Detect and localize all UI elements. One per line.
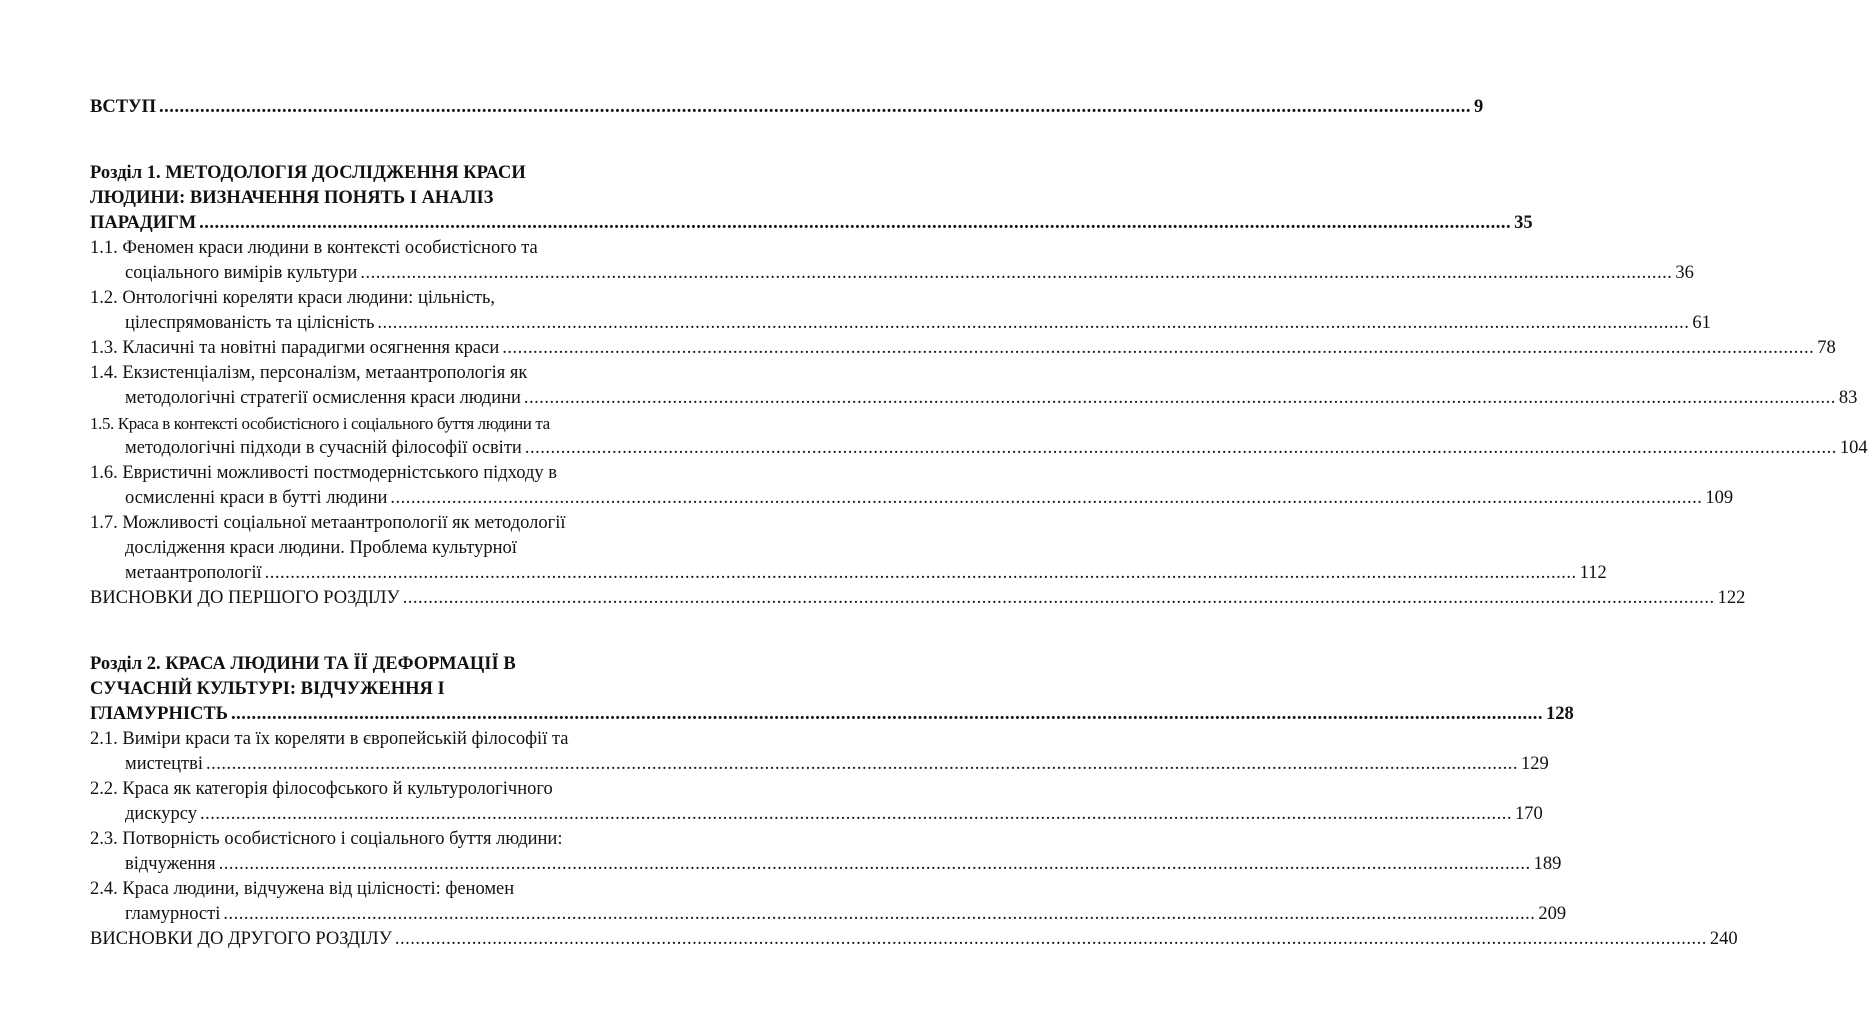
section-line[interactable]: 1.1. Феномен краси людини в контексті особистісного та	[90, 238, 538, 258]
chapter-title-line: ПАРАДИГМ	[90, 213, 197, 233]
toc-entry-intro[interactable]	[90, 95, 1484, 120]
toc-entry-section[interactable]	[90, 486, 1734, 511]
section-line[interactable]: 2.2. Краса як категорія філософського й культурологічного	[90, 779, 553, 799]
section-line[interactable]: 1.2. Онтологічні кореляти краси людини: цільність,	[90, 288, 496, 308]
section-line[interactable]: 2.1. Виміри краси та їх кореляти в європейській філософії та	[90, 729, 569, 749]
table-of-contents	[90, 95, 1868, 952]
chapter-title-line: ЛЮДИНИ: ВИЗНАЧЕННЯ ПОНЯТЬ І АНАЛІЗ	[90, 188, 494, 208]
chapter-2-title[interactable]	[90, 652, 620, 702]
dot-leader	[525, 436, 1837, 461]
toc-entry-section[interactable]	[90, 311, 1711, 336]
chapter-title-line: СУЧАСНІЙ КУЛЬТУРІ: ВІДЧУЖЕННЯ І	[90, 679, 445, 699]
section-title: цілеспрямованість та цілісність	[125, 313, 375, 333]
toc-page-number: 109	[1705, 488, 1734, 508]
toc-page-number: 9	[1474, 97, 1484, 117]
dot-leader	[231, 702, 1543, 727]
section-title: методологічні підходи в сучасній філософії освіти	[125, 438, 522, 458]
toc-page-number: 128	[1545, 704, 1574, 724]
toc-page-number: 36	[1675, 263, 1694, 283]
section-title: осмисленні краси в бутті людини	[125, 488, 388, 508]
dot-leader	[159, 95, 1471, 120]
section-line[interactable]: 1.7. Можливості соціальної метаантропології як методології	[90, 513, 566, 533]
section-line[interactable]: дослідження краси людини. Проблема культурної	[125, 538, 517, 558]
toc-page-number: 112	[1579, 563, 1607, 583]
dot-leader	[219, 852, 1531, 877]
toc-page-number: 129	[1520, 754, 1549, 774]
dot-leader	[502, 336, 1814, 361]
dot-leader	[200, 802, 1512, 827]
dot-leader	[265, 561, 1577, 586]
toc-page-number: 209	[1538, 904, 1567, 924]
toc-page-number: 122	[1717, 588, 1746, 608]
dot-leader	[377, 311, 1689, 336]
section-title: метаантропології	[125, 563, 262, 583]
dot-leader	[390, 486, 1702, 511]
toc-entry-title: ВСТУП	[90, 97, 157, 117]
toc-page-number: 83	[1838, 388, 1858, 408]
toc-entry-section[interactable]	[90, 802, 1543, 827]
chapter-2-title-last[interactable]	[90, 702, 1574, 727]
section-line[interactable]: 1.4. Екзистенціалізм, персоналізм, метаантропологія як	[90, 363, 528, 383]
chapter-1-title-last[interactable]	[90, 211, 1533, 236]
toc-entry-section[interactable]	[90, 752, 1549, 777]
conclusion-title: ВИСНОВКИ ДО ДРУГОГО РОЗДІЛУ	[90, 929, 392, 949]
dot-leader	[524, 386, 1836, 411]
section-title: гламурності	[125, 904, 221, 924]
toc-entry-section[interactable]	[90, 561, 1607, 586]
section-title: 1.3. Класичні та новітні парадигми осягнення краси	[90, 338, 500, 358]
section-line[interactable]: 2.3. Потворність особистісного і соціального буття людини:	[90, 829, 563, 849]
toc-entry-conclusion[interactable]	[90, 927, 1738, 952]
section-line[interactable]: 1.6. Евристичні можливості постмодерністського підходу в	[90, 463, 557, 483]
dot-leader	[206, 752, 1518, 777]
section-title: методологічні стратегії осмислення краси людини	[125, 388, 521, 408]
toc-page-number: 189	[1533, 854, 1562, 874]
toc-entry-section[interactable]	[90, 336, 1836, 361]
toc-entry-section[interactable]	[90, 902, 1567, 927]
chapter-1-title[interactable]	[90, 161, 620, 211]
section-line[interactable]: 1.5. Краса в контексті особистісного і соціального буття людини та	[90, 414, 550, 433]
section-title: соціального вимірів культури	[125, 263, 358, 283]
chapter-title-line: Розділ 2. КРАСА ЛЮДИНИ ТА ЇЇ ДЕФОРМАЦІЇ В	[90, 654, 516, 674]
toc-entry-section[interactable]	[90, 261, 1694, 286]
dot-leader	[360, 261, 1672, 286]
toc-page-number: 104	[1839, 438, 1868, 458]
toc-entry-conclusion[interactable]	[90, 586, 1746, 611]
toc-page-number: 240	[1709, 929, 1738, 949]
toc-page-number: 35	[1514, 213, 1533, 233]
dot-leader	[223, 902, 1535, 927]
toc-page-number: 78	[1817, 338, 1836, 358]
chapter-title-line: ГЛАМУРНІСТЬ	[90, 704, 228, 724]
section-title: дискурсу	[125, 804, 197, 824]
chapter-title-line: Розділ 1. МЕТОДОЛОГІЯ ДОСЛІДЖЕННЯ КРАСИ	[90, 163, 526, 183]
section-line[interactable]: 2.4. Краса людини, відчужена від цілісності: феномен	[90, 879, 515, 899]
section-title: відчуження	[125, 854, 216, 874]
dot-leader	[395, 927, 1707, 952]
toc-entry-section[interactable]	[90, 386, 1858, 411]
toc-page-number: 61	[1692, 313, 1711, 333]
toc-entry-section[interactable]	[90, 852, 1562, 877]
toc-entry-section[interactable]	[90, 436, 1868, 461]
conclusion-title: ВИСНОВКИ ДО ПЕРШОГО РОЗДІЛУ	[90, 588, 400, 608]
section-title: мистецтві	[125, 754, 203, 774]
toc-page-number: 170	[1514, 804, 1543, 824]
dot-leader	[199, 211, 1511, 236]
dot-leader	[403, 586, 1715, 611]
